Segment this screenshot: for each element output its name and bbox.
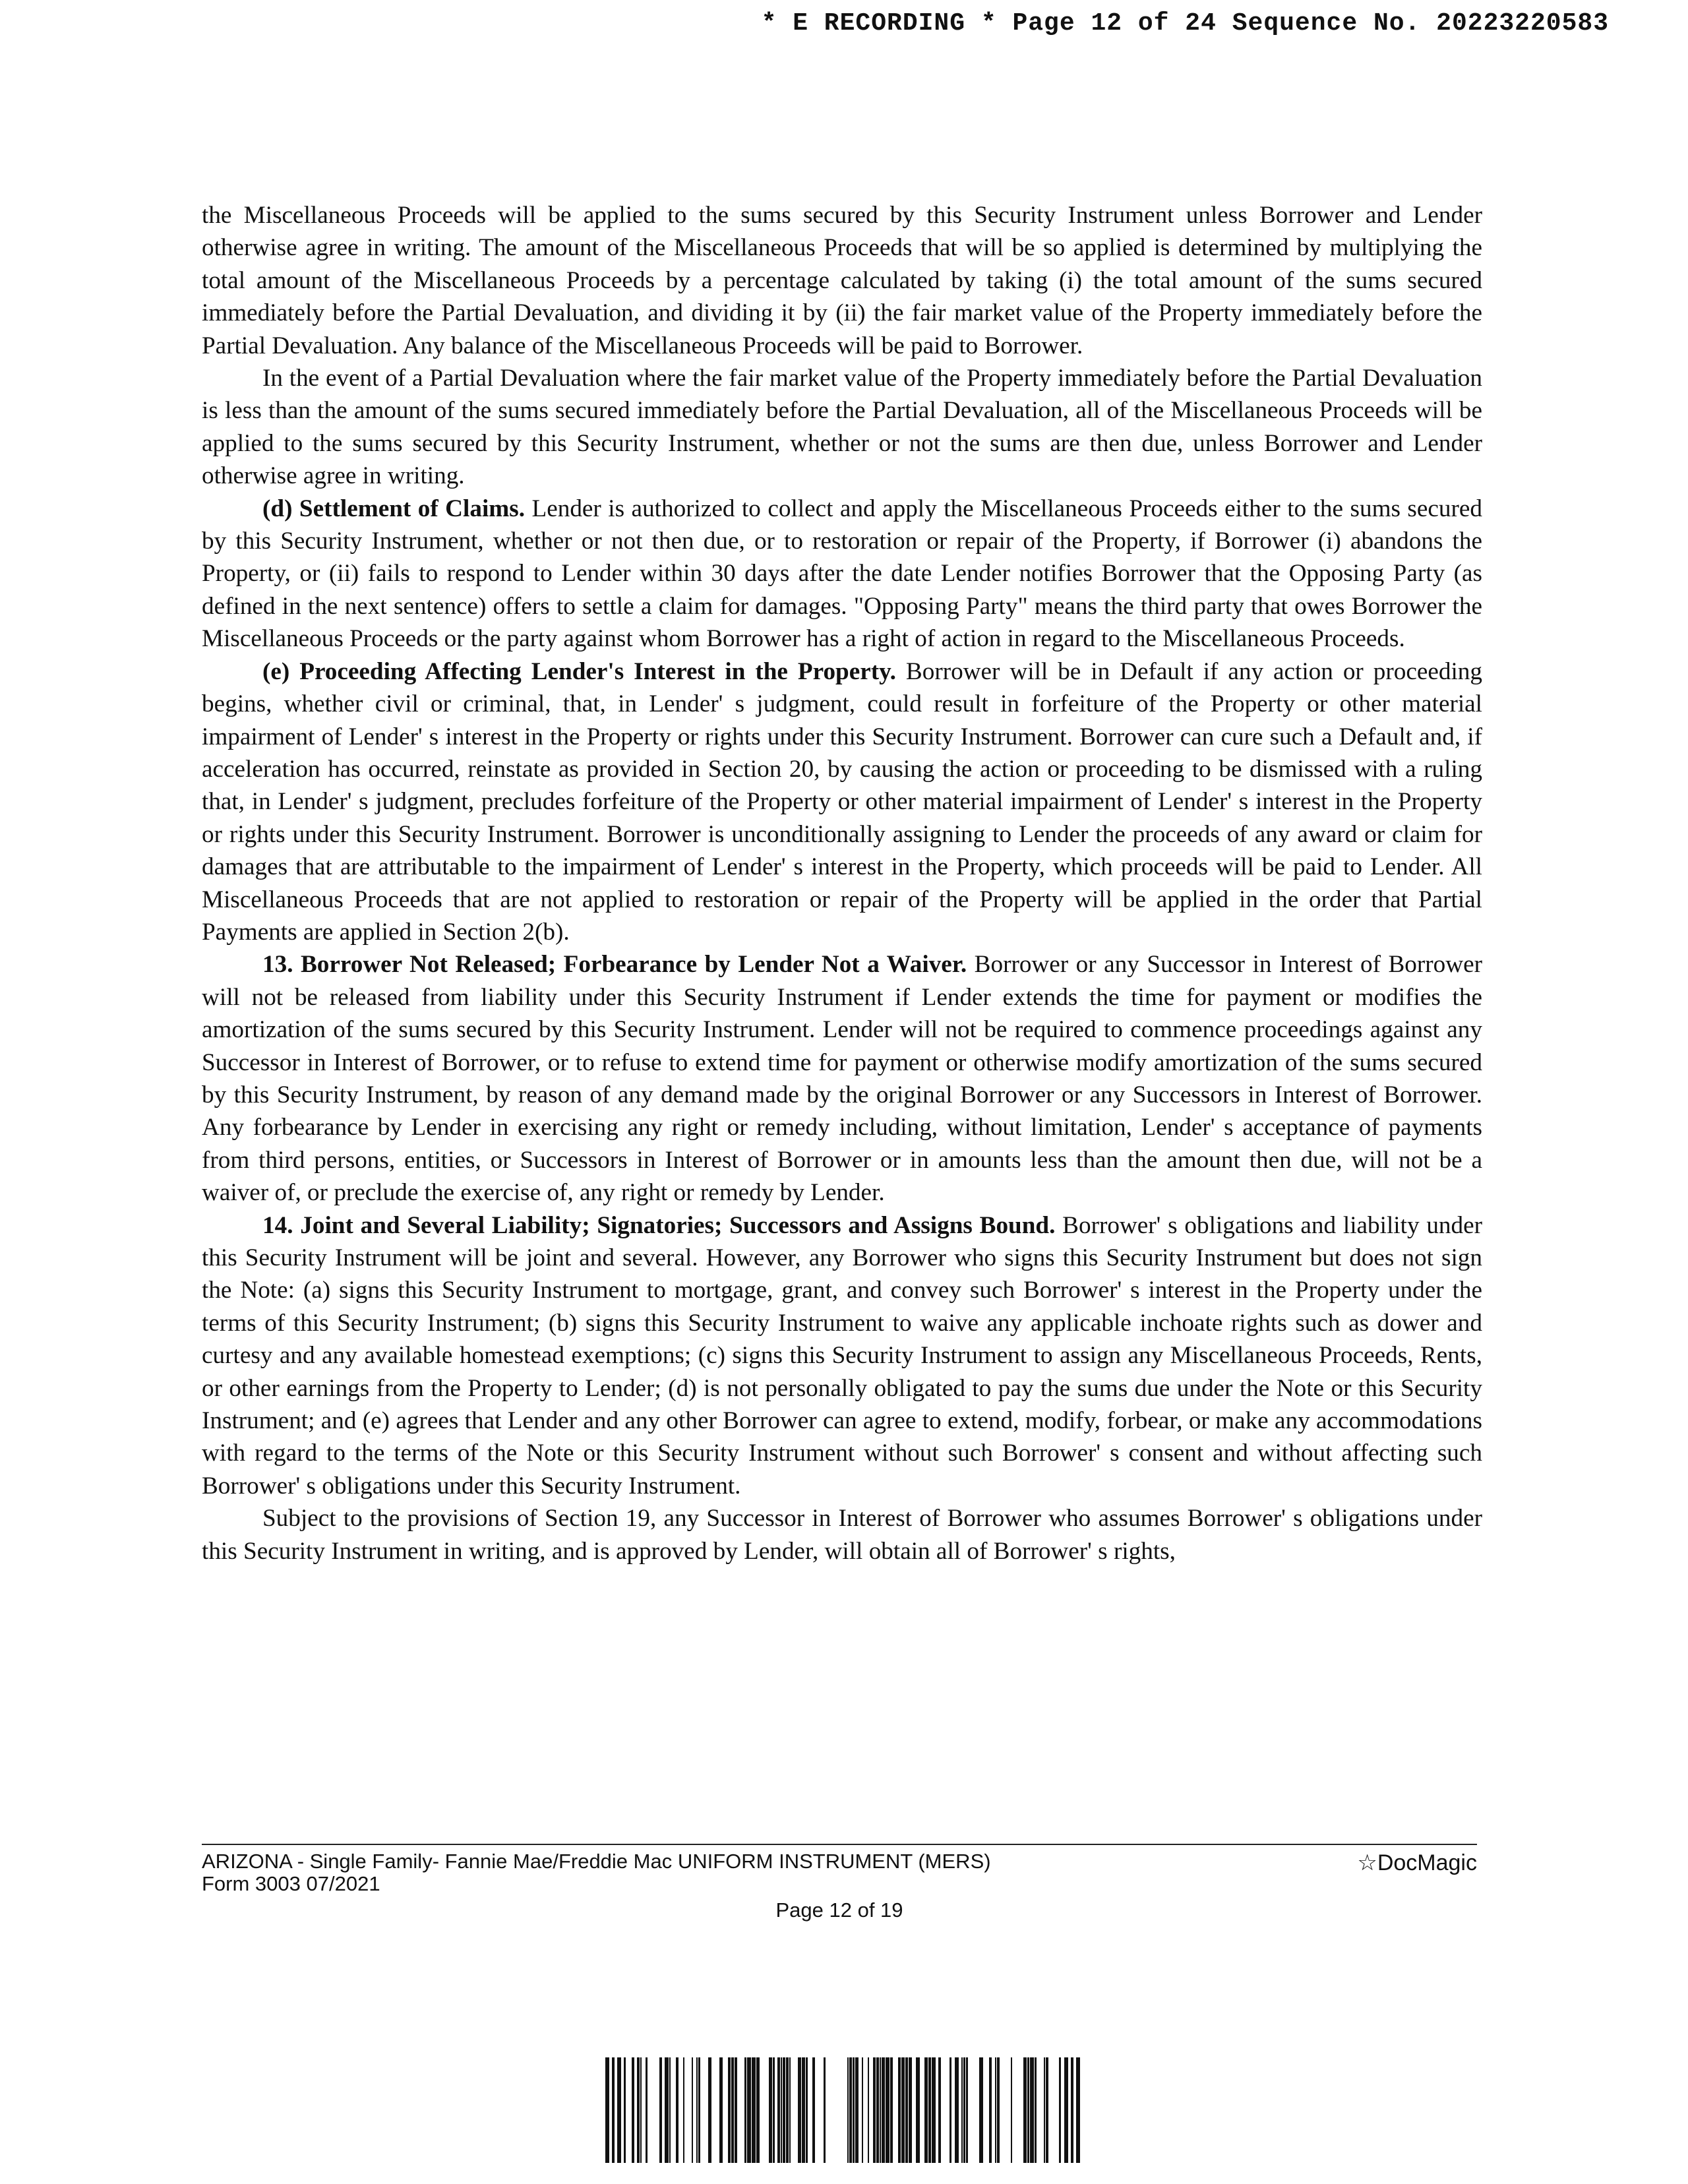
brand-name: DocMagic (1377, 1850, 1477, 1875)
paragraph-text: In the event of a Partial Devaluation where the fair market value of the Property immediately before the Partial Devaluation is less than the amount of the sums secured immediately before the Partial Devaluation, all of the Miscellaneous Proceeds will be applied to the sums secured by this Security Instrument, whether or not the sums are then due, unless Borrower and Lender otherwise agree in writing. (202, 365, 1482, 490)
paragraph-settlement-of-claims (202, 493, 1482, 655)
paragraph-text: Lender is authorized to collect and apply the Miscellaneous Proceeds either to the sums secured by this Security Instrument, whether or not then due, or to restoration or repair of the Property, if Borrower (i) abandons the Property, or (ii) fails to respond to Lender within 30 days after the date Lender notifies Borrower that the Opposing Party (as defined in the next sentence) offers to settle a claim for damages. "Opposing Party" means the third party that owes Borrower the Miscellaneous Proceeds or the party against whom Borrower has a right of action in regard to the Miscellaneous Proceeds. (202, 495, 1482, 653)
docmagic-logo (1357, 1852, 1477, 1874)
star-outline-icon: ☆ (1357, 1850, 1377, 1875)
footer-form-title: ARIZONA - Single Family- Fannie Mae/Freddie Mac UNIFORM INSTRUMENT (MERS) (202, 1850, 991, 1873)
footer-form-number: Form 3003 07/2021 (202, 1872, 380, 1895)
paragraph-text: Borrower or any Successor in Interest of Borrower will not be released from liability under this Security Instrument if Lender extends the time for payment or modifies the amortization of the sums secured by this Security Instrument. Lender will not be required to commence proceedings against any Successor in Interest of Borrower, or to refuse to extend time for payment or otherwise modify amortization of the sums secured by this Security Instrument, by reason of any demand made by the original Borrower or any Successors in Interest of Borrower. Any forbearance by Lender in exercising any right or remedy including, without limitation, Lender' s acceptance of payments from third persons, entities, or Successors in Interest of Borrower or in amounts less than the amount then due, will not be a waiver of, or preclude the exercise of, any right or remedy by Lender. (202, 951, 1482, 1207)
barcode-image (605, 2057, 1080, 2163)
paragraph-continuation (202, 199, 1482, 362)
page-footer (202, 1850, 1477, 1923)
paragraph-text: Subject to the provisions of Section 19, any Successor in Interest of Borrower who assumes Borrower' s obligations under this Security Instrument in writing, and is approved by Lender, will obtain all of Borrower' s rights, (202, 1505, 1482, 1565)
paragraph-heading: 13. Borrower Not Released; Forbearance by Lender Not a Waiver. (262, 951, 967, 979)
paragraph-text: Borrower will be in Default if any action or proceeding begins, whether civil or criminal, that, in Lender' s judgment, could result in forfeiture of the Property or other material impairment of Lender' s interest in the Property or rights under this Security Instrument. Borrower can cure such a Default and, if acceleration has occurred, reinstate as provided in Section 20, by causing the action or proceeding to be dismissed with a ruling that, in Lender' s judgment, precludes forfeiture of the Property or other material impairment of Lender' s interest in the Property or rights under this Security Instrument. Borrower is unconditionally assigning to Lender the proceeds of any award or claim for damages that are attributable to the impairment of Lender' s interest in the Property, which proceeds will be paid to Lender. All Miscellaneous Proceeds that are not applied to restoration or repair of the Property will be applied in the order that Partial Payments are applied in Section 2(b). (202, 657, 1482, 946)
paragraph-successor-rights (202, 1502, 1482, 1567)
paragraph-partial-devaluation (202, 362, 1482, 493)
paragraph-heading: (d) Settlement of Claims. (262, 495, 526, 522)
document-body (202, 199, 1482, 1567)
footer-page-number: Page 12 of 19 (775, 1898, 903, 1922)
footer-divider (202, 1844, 1477, 1845)
paragraph-section-14 (202, 1209, 1482, 1503)
paragraph-proceeding-affecting-interest (202, 655, 1482, 949)
paragraph-section-13 (202, 948, 1482, 1209)
paragraph-text: Borrower' s obligations and liability under this Security Instrument will be joint and several. However, any Borrower who signs this Security Instrument but does not sign the Note: (a) signs this Security Instrument to mortgage, grant, and convey such Borrower' s interest in the Property under the terms of this Security Instrument; (b) signs this Security Instrument to waive any applicable inchoate rights such as dower and curtesy and any available homestead exemptions; (c) signs this Security Instrument to assign any Miscellaneous Proceeds, Rents, or other earnings from the Property to Lender; (d) is not personally obligated to pay the sums due under the Note or this Security Instrument; and (e) agrees that Lender and any other Borrower can agree to extend, modify, forbear, or make any accommodations with regard to the terms of the Note or this Security Instrument without such Borrower' s consent and without affecting such Borrower' s obligations under this Security Instrument. (202, 1211, 1483, 1500)
recording-header: * E RECORDING * Page 12 of 24 Sequence No. 20223220583 (761, 9, 1609, 38)
paragraph-text: the Miscellaneous Proceeds will be applied to the sums secured by this Security Instrument unless Borrower and Lender otherwise agree in writing. The amount of the Miscellaneous Proceeds that will be so applied is determined by multiplying the total amount of the Miscellaneous Proceeds by a percentage calculated by taking (i) the total amount of the sums secured immediately before the Partial Devaluation, and dividing it by (ii) the fair market value of the Property immediately before the Partial Devaluation. Any balance of the Miscellaneous Proceeds will be paid to Borrower. (202, 202, 1482, 359)
paragraph-heading: 14. Joint and Several Liability; Signatories; Successors and Assigns Bound. (262, 1211, 1056, 1239)
paragraph-heading: (e) Proceeding Affecting Lender's Interest in the Property. (262, 657, 896, 685)
